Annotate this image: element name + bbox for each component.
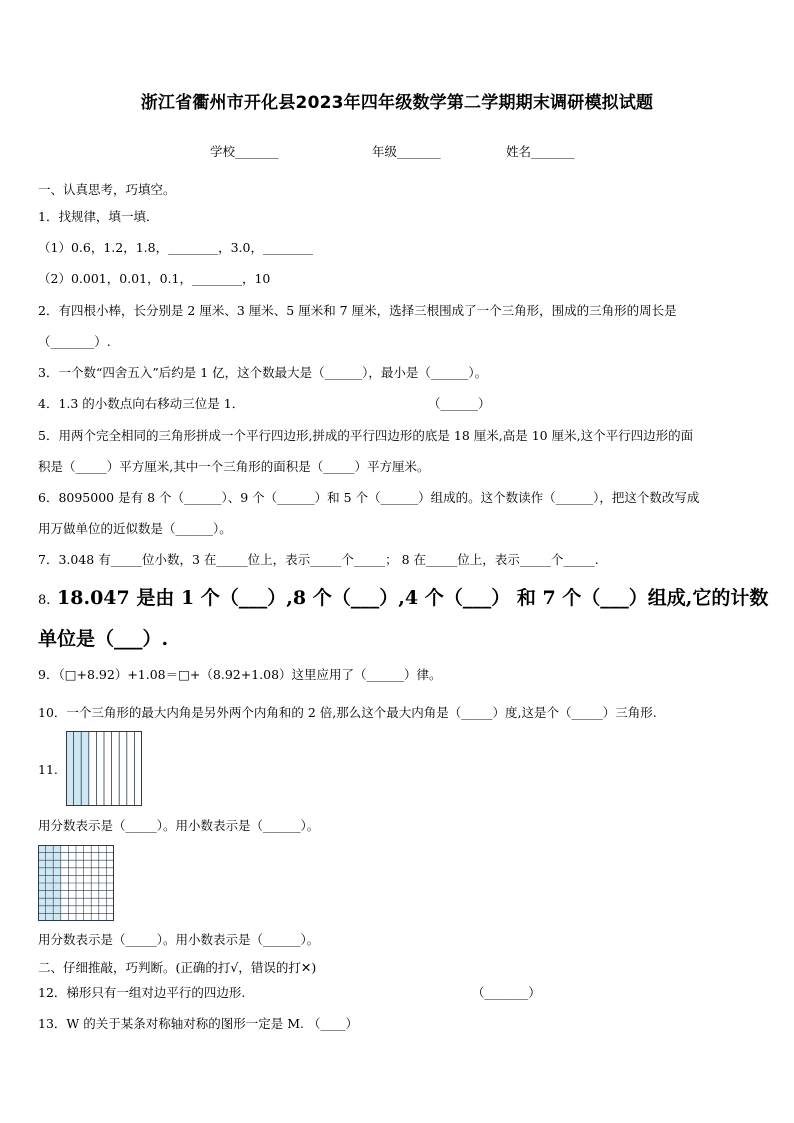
question-1: 1．找规律，填一填．: [38, 209, 159, 224]
question-6-line-2: 用万做单位的近似数是（______）。: [38, 521, 232, 536]
question-5-line-2: 积是（_____）平方厘米,其中一个三角形的面积是（_____）平方厘米。: [38, 459, 430, 474]
question-8-text: 18.047 是由 1 个（___）,8 个（___）,4 个（___） 和 7 个（___）组成,它的计数: [57, 587, 769, 609]
name-field: 姓名_______: [506, 144, 575, 159]
question-3: 3．一个数“四舍五入”后约是 1 亿，这个数最大是（______），最小是（______）。: [38, 365, 488, 380]
question-1-part-2: （2）0.001，0.01，0.1，________，10: [38, 271, 271, 286]
question-5-line-1: 5．用两个完全相同的三角形拼成一个平行四边形,拼成的平行四边形的底是 18 厘米,高是 10 厘米,这个平行四边形的面: [38, 428, 694, 443]
grade-field: 年级_______: [372, 144, 441, 159]
question-8-line-2: 单位是（___）.: [38, 628, 169, 650]
question-8-number: 8.: [38, 593, 51, 608]
hundredths-grid-figure: [38, 845, 114, 921]
question-1-part-1: （1）0.6，1.2，1.8，________，3.0，________: [38, 240, 313, 255]
question-2-line-1: 2．有四根小棒，长分别是 2 厘米、3 厘米、5 厘米和 7 厘米，选择三根围成了一个三角形，围成的三角形的周长是: [38, 303, 677, 318]
question-4-answer-blank: （______）: [428, 396, 491, 411]
question-11-answer-b: 用分数表示是（_____）。用小数表示是（______）。: [38, 932, 320, 947]
page-title: 浙江省衢州市开化县2023年四年级数学第二学期期末调研模拟试题: [140, 93, 654, 113]
tenths-shaded-area: [66, 731, 89, 806]
question-2-line-2: （_______）.: [38, 334, 111, 349]
question-6-line-1: 6．8095000 是有 8 个（______）、9 个（______）和 5 个（______）组成的。这个数读作（______），把这个数改写成: [38, 490, 700, 505]
tenths-grid-figure: [66, 731, 142, 806]
question-4: 4．1.3 的小数点向右移动三位是 1．: [38, 396, 245, 411]
question-9: 9．（□+8.92）+1.08＝□+（8.92+1.08）这里应用了（______）律。: [38, 667, 442, 682]
question-12-answer-blank: （_______）: [472, 985, 541, 1000]
question-10: 10．一个三角形的最大内角是另外两个内角和的 2 倍,那么这个最大内角是（_____）度,这是个（_____）三角形.: [38, 705, 657, 720]
question-12: 12．梯形只有一组对边平行的四边形.: [38, 985, 246, 1000]
question-13: 13．W 的关于某条对称轴对称的图形一定是 M. （____）: [38, 1016, 358, 1031]
section-2-heading: 二、仔细推敲，巧判断。(正确的打√，错误的打✕): [38, 960, 317, 975]
section-1-heading: 一、认真思考，巧填空。: [38, 182, 176, 197]
question-7: 7．3.048 有_____位小数，3 在_____位上，表示_____个_____； 8 在_____位上，表示_____个_____.: [38, 552, 599, 567]
question-11-answer-a: 用分数表示是（_____）。用小数表示是（______）。: [38, 818, 320, 833]
question-11-number: 11.: [38, 762, 58, 777]
school-field: 学校_______: [210, 144, 279, 159]
question-8-line-1: [38, 583, 768, 610]
